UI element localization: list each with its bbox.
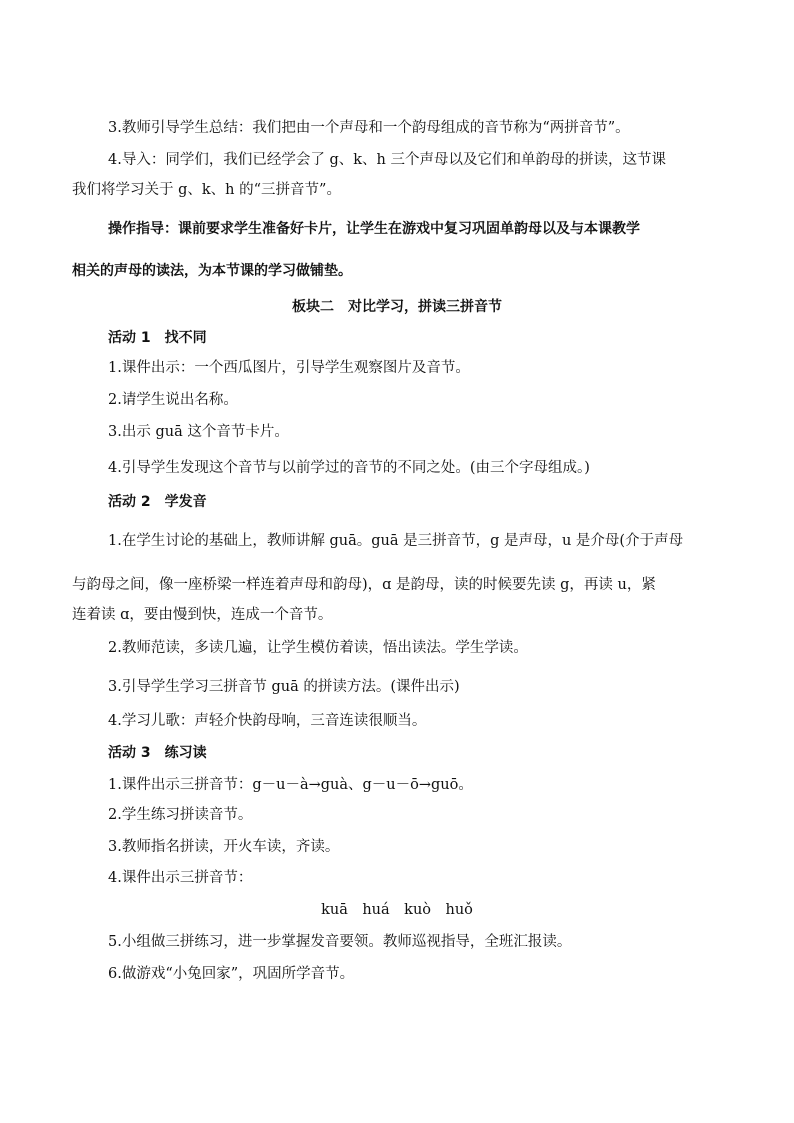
- activity-1-heading: 活动 1 找不同: [108, 330, 207, 346]
- text-line-16: 2.教师范读，多读几遍，让学生模仿着读，悟出读法。学生学读。: [108, 640, 528, 656]
- text-line-26: 6.做游戏“小兔回家”，巩固所学音节。: [108, 966, 355, 982]
- text-line-23: 4.课件出示三拼音节：: [108, 870, 253, 886]
- text-line-8: 1.课件出示：一个西瓜图片，引导学生观察图片及音节。: [108, 360, 470, 376]
- text-line-21: 2.学生练习拼读音节。: [108, 807, 253, 823]
- text-line-17: 3.引导学生学习三拼音节 guā 的拼读方法。(课件出示): [108, 679, 460, 695]
- instruction-line-2: 相关的声母的读法，为本节课的学习做铺垫。: [72, 263, 352, 279]
- section-heading: 板块二 对比学习，拼读三拼音节: [292, 299, 502, 315]
- text-line-22: 3.教师指名拼读，开火车读，齐读。: [108, 839, 340, 855]
- text-line-3: 我们将学习关于 g、k、h 的“三拼音节”。: [72, 182, 341, 198]
- text-line-20: 1.课件出示三拼音节：g－u－à→guà、g－u－ō→guō。: [108, 777, 473, 793]
- text-line-2: 4.导入：同学们，我们已经学会了 g、k、h 三个声母以及它们和单韵母的拼读，这节课: [108, 152, 666, 168]
- pinyin-list: kuā huá kuò huǒ: [321, 902, 473, 918]
- activity-3-heading: 活动 3 练习读: [108, 745, 207, 761]
- text-line-9: 2.请学生说出名称。: [108, 392, 238, 408]
- text-line-15: 连着读 ɑ，要由慢到快，连成一个音节。: [72, 607, 333, 623]
- text-line-13: 1.在学生讨论的基础上，教师讲解 guā。guā 是三拼音节，g 是声母，u 是介母(介于声母: [108, 533, 684, 549]
- text-line-11: 4.引导学生发现这个音节与以前学过的音节的不同之处。(由三个字母组成。): [108, 460, 590, 476]
- activity-2-heading: 活动 2 学发音: [108, 494, 207, 510]
- text-line-14: 与韵母之间，像一座桥梁一样连着声母和韵母)，ɑ 是韵母，读的时候要先读 g，再读 u，紧: [72, 577, 656, 593]
- text-line-1: 3.教师引导学生总结：我们把由一个声母和一个韵母组成的音节称为“两拼音节”。: [108, 120, 630, 136]
- text-line-18: 4.学习儿歌：声轻介快韵母响，三音连读很顺当。: [108, 713, 427, 729]
- instruction-line-1: 操作指导：课前要求学生准备好卡片，让学生在游戏中复习巩固单韵母以及与本课教学: [108, 221, 640, 237]
- text-line-10: 3.出示 guā 这个音节卡片。: [108, 424, 289, 440]
- text-line-25: 5.小组做三拼练习，进一步掌握发音要领。教师巡视指导，全班汇报读。: [108, 934, 572, 950]
